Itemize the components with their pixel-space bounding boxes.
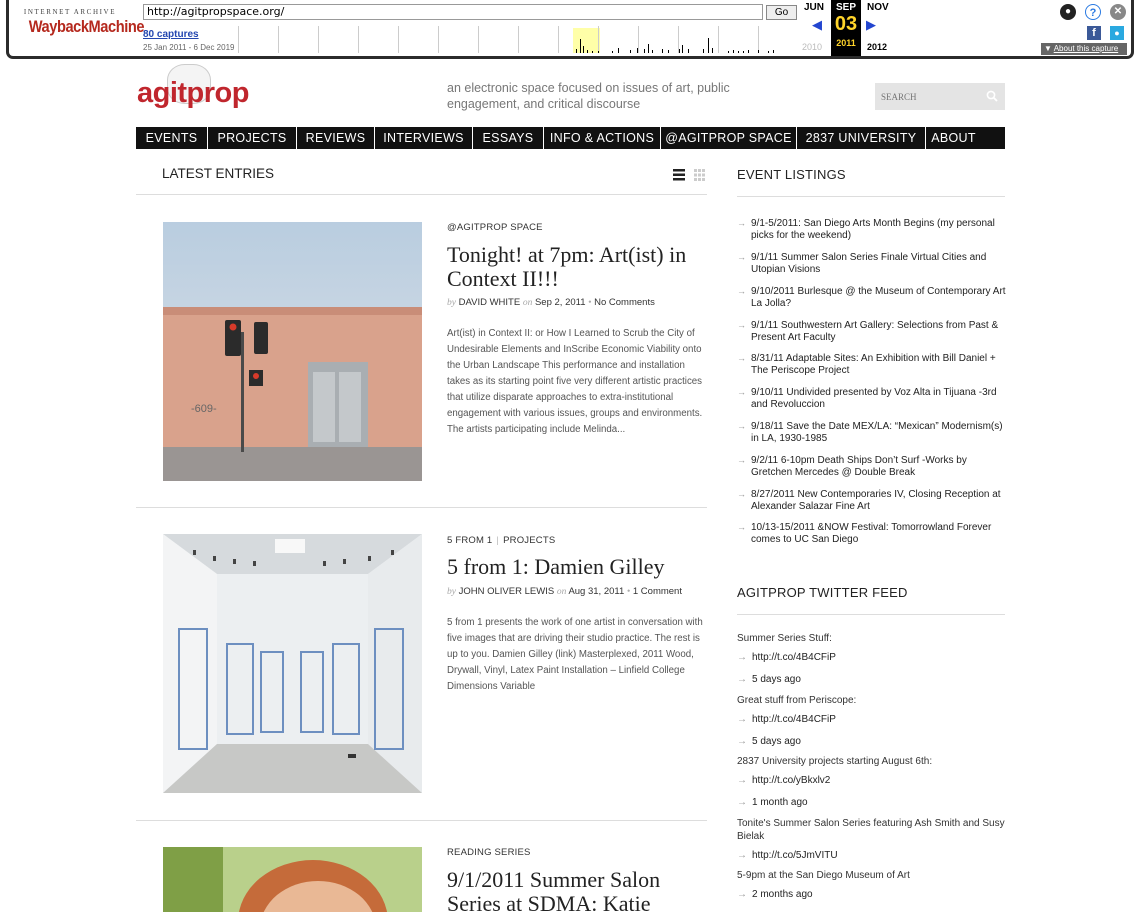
svg-text:-609-: -609- [191, 403, 217, 415]
tweet-time[interactable] [737, 889, 813, 900]
grid-view-icon[interactable] [694, 169, 705, 181]
tweet-text: Great stuff from Periscope: [737, 695, 857, 706]
wayback-go-button[interactable]: Go [766, 5, 797, 20]
arrow-icon: → [737, 353, 746, 363]
tweet-link-text: http://t.co/yBkxlv2 [752, 775, 831, 786]
sparkline-bar [637, 48, 638, 53]
meta-on: on [522, 298, 533, 308]
divider [136, 194, 707, 195]
post-categories [447, 222, 543, 233]
event-list-item[interactable] [737, 455, 1007, 478]
event-list-item-label: 8/27/2011 New Contemporaries IV, Closing Reception at Alexander Salazar Fine Art [751, 489, 1001, 512]
category-link[interactable]: @AGITPROP SPACE [447, 222, 543, 233]
site-logo-text: agitprop [137, 77, 249, 109]
arrow-icon: → [737, 522, 746, 532]
nav-info-actions[interactable]: INFO & ACTIONS [549, 131, 655, 145]
arrow-icon: → [737, 320, 746, 330]
wayback-about-label: About this capture [1053, 44, 1119, 53]
sparkline-bar [598, 51, 599, 53]
facebook-icon[interactable]: f [1087, 26, 1101, 40]
nav-events[interactable]: EVENTS [145, 131, 198, 145]
sparkline-bar [612, 51, 613, 53]
arrow-icon: → [737, 252, 746, 262]
arrow-icon: → [737, 674, 747, 685]
wayback-prev-year[interactable]: 2010 [802, 42, 823, 52]
sparkline-year-divider [518, 26, 519, 53]
sparkline-bar [576, 49, 577, 53]
event-list-item-label: 8/31/11 Adaptable Sites: An Exhibition with Bill Daniel + The Periscope Project [751, 353, 996, 376]
sparkline-bar [708, 38, 709, 53]
twitter-icon[interactable]: ● [1110, 26, 1124, 40]
sparkline-year-divider [598, 26, 599, 53]
sparkline-bar [648, 44, 649, 53]
sparkline-year-divider [238, 26, 239, 53]
sparkline-bar [748, 50, 749, 53]
wayback-logo[interactable] [22, 8, 145, 37]
tweet-link-text: http://t.co/4B4CFiP [752, 714, 836, 725]
post-comments-link[interactable]: 1 Comment [632, 586, 682, 597]
wayback-logo-bottom: WaybackMachine [28, 17, 145, 36]
category-link[interactable]: PROJECTS [503, 535, 556, 546]
event-list-item[interactable] [737, 320, 1007, 343]
tweet-time[interactable] [737, 674, 801, 685]
sparkline-bar [652, 50, 653, 53]
arrow-icon: → [737, 736, 747, 747]
event-list-item-label: 9/18/11 Save the Date MEX/LA: “Mexican” Modernism(s) in LA, 1930-1985 [751, 421, 1003, 444]
post-categories [447, 535, 555, 546]
post-thumbnail[interactable] [163, 222, 422, 481]
event-list-item[interactable] [737, 387, 1007, 410]
nav-interviews[interactable]: INTERVIEWS [383, 131, 464, 145]
main-nav [136, 127, 1005, 149]
wayback-about-capture[interactable]: ▼ About this capture [1041, 43, 1127, 55]
event-list-item-label: 9/1/11 Southwestern Art Gallery: Selections from Past & Present Art Faculty [751, 320, 999, 343]
meta-by: by [447, 298, 456, 308]
wayback-prev-month[interactable]: JUN [804, 2, 825, 13]
event-list-item[interactable] [737, 522, 1007, 545]
sparkline-bar [630, 50, 631, 53]
tweet-text: 2837 University projects starting August 6th: [737, 756, 933, 767]
arrow-icon: → [737, 421, 746, 431]
tweet-link[interactable] [737, 850, 838, 861]
site-tagline: an electronic space focused on issues of art, public engagement, and critical discourse [447, 81, 730, 111]
event-list-item[interactable] [737, 489, 1007, 512]
post-categories [447, 847, 531, 858]
nav-essays[interactable]: ESSAYS [482, 131, 534, 145]
sparkline-bar [743, 51, 744, 53]
post-comments-link[interactable]: No Comments [594, 297, 655, 308]
sparkline-bar [688, 49, 689, 53]
event-list-item-label: 9/2/11 6-10pm Death Ships Don’t Surf -Works by Gretchen Mercedes @ Double Break [751, 455, 967, 478]
category-separator: | [496, 535, 500, 546]
sparkline-bar [682, 45, 683, 53]
tweet-link[interactable] [737, 775, 830, 786]
arrow-icon: → [737, 489, 746, 499]
view-toggle [673, 168, 708, 182]
sparkline-year-divider [638, 26, 639, 53]
sparkline-year-divider [718, 26, 719, 53]
meta-bullet: • [626, 587, 631, 597]
help-icon[interactable]: ? [1085, 4, 1101, 20]
wayback-cur-year: 2011 [836, 38, 856, 48]
sparkline-bar [712, 48, 713, 53]
sparkline-year-divider [358, 26, 359, 53]
post-title[interactable]: 5 from 1: Damien Gilley [447, 554, 665, 579]
tweet-time-text: 1 month ago [752, 797, 808, 808]
wayback-toolbar [0, 0, 1140, 62]
event-list-item[interactable] [737, 421, 1007, 444]
tweet-text: Summer Series Stuff: [737, 633, 832, 644]
sparkline-bar [644, 49, 645, 53]
sparkline-bar [733, 50, 734, 53]
post-title[interactable]: 9/1/2011 Summer Salon Series at SDMA: Katie [447, 867, 661, 916]
wayback-sparkline[interactable] [238, 26, 798, 53]
wayback-next-month[interactable]: NOV [867, 2, 889, 13]
divider [136, 507, 707, 508]
divider [136, 820, 707, 821]
event-list-item-label: 9/1/11 Summer Salon Series Finale Virtual Cities and Utopian Visions [751, 252, 987, 275]
event-listings-heading: EVENT LISTINGS [737, 167, 846, 182]
event-list-item[interactable] [737, 353, 1007, 376]
tweet-link-text: http://t.co/4B4CFiP [752, 652, 836, 663]
sparkline-bar [758, 50, 759, 53]
wayback-next-year[interactable]: 2012 [867, 42, 888, 52]
search-icon[interactable] [986, 90, 998, 102]
post-excerpt: 5 from 1 presents the work of one artist in conversation with five images that are driving their studio practice. The rest is up to you. Damien Gilley (link) Masterplexed, 2011 Wood, Drywall, Vinyl, Latex Paint Installation – Linfield College Dimensions Variable [447, 617, 703, 692]
wayback-captures-link[interactable]: 80 captures [143, 29, 199, 40]
tweet-time-text: 2 months ago [752, 889, 813, 900]
nav-2837-university[interactable]: 2837 UNIVERSITY [805, 131, 917, 145]
event-list-item-label: 10/13-15/2011 &NOW Festival: Tomorrowland Forever comes to UC San Diego [751, 522, 992, 545]
sparkline-year-divider [758, 26, 759, 53]
post-meta [447, 586, 682, 597]
tweet-time-text: 5 days ago [752, 736, 801, 747]
event-list-item-label: 9/1-5/2011: San Diego Arts Month Begins (my personal picks for the weekend) [751, 218, 995, 241]
category-link[interactable]: 5 FROM 1 [447, 535, 493, 546]
tweet-time[interactable] [737, 797, 808, 808]
nav-about[interactable]: ABOUT [931, 131, 976, 145]
close-icon[interactable]: ✕ [1110, 4, 1126, 20]
list-view-icon[interactable] [673, 169, 685, 181]
wayback-current-date [831, 0, 861, 56]
sparkline-year-divider [438, 26, 439, 53]
arrow-icon: → [737, 850, 747, 861]
sparkline-year-divider [478, 26, 479, 53]
arrow-icon: → [737, 387, 746, 397]
arrow-icon: → [737, 652, 747, 663]
sparkline-bar [679, 49, 680, 53]
site-logo[interactable] [137, 64, 247, 116]
tweet-time-text: 5 days ago [752, 674, 801, 685]
divider [737, 196, 1005, 197]
tweet-link[interactable] [737, 652, 836, 663]
arrow-icon: → [737, 286, 746, 296]
sparkline-year-divider [398, 26, 399, 53]
meta-bullet: • [588, 298, 592, 308]
search-box[interactable] [875, 83, 1005, 110]
sparkline-bar [583, 46, 584, 53]
search-input[interactable] [875, 83, 985, 110]
arrow-icon: → [737, 455, 746, 465]
wayback-prev-arrow-icon[interactable]: ◀ [812, 17, 822, 32]
sparkline-year-divider [278, 26, 279, 53]
sparkline-year-divider [558, 26, 559, 53]
post-author[interactable]: DAVID WHITE [458, 297, 521, 308]
nav-agitprop-space[interactable]: @AGITPROP SPACE [665, 131, 792, 145]
sparkline-bar [592, 51, 593, 53]
wayback-next-arrow-icon[interactable]: ▶ [866, 17, 876, 32]
event-list-item-label: 9/10/11 Undivided presented by Voz Alta in Tijuana -3rd and Revoluccion [751, 387, 997, 410]
wayback-cur-day: 03 [834, 13, 858, 35]
tweet-link[interactable] [737, 714, 836, 725]
arrow-icon: → [737, 797, 747, 808]
wayback-capture-range: 25 Jan 2011 - 6 Dec 2019 [143, 43, 235, 52]
sparkline-bar [662, 49, 663, 53]
tweet-link-text: http://t.co/5JmVITU [752, 850, 838, 861]
sparkline-bar [580, 39, 581, 53]
post-excerpt: Art(ist) in Context II: or How I Learned to Scrub the City of Undesirable Elements and InScribe Economic Viability onto the Urban Landscape This performance and installation takes as its starting point five very different artistic practices that utilize disparate approaches to extra-institutional engagement with various issues, groups and environments. The artists participating include Melinda... [447, 328, 703, 435]
twitter-feed-heading: AGITPROP TWITTER FEED [737, 585, 908, 600]
arrow-icon: → [737, 218, 746, 228]
user-icon[interactable]: ● [1060, 4, 1076, 20]
post-thumbnail[interactable] [163, 534, 422, 793]
post-title[interactable]: Tonight! at 7pm: Art(ist) in Context II!!! [447, 242, 687, 291]
meta-by: by [447, 587, 456, 597]
arrow-icon: → [737, 775, 747, 786]
arrow-icon: → [737, 714, 747, 725]
latest-entries-heading: LATEST ENTRIES [162, 166, 275, 181]
post-date: Sep 2, 2011 [534, 297, 586, 308]
sparkline-bar [768, 51, 769, 53]
event-list-item[interactable] [737, 218, 1007, 241]
sparkline-bar [738, 51, 739, 53]
wayback-cur-month: SEP [835, 2, 856, 13]
sparkline-bar [587, 50, 588, 53]
event-list-item[interactable] [737, 252, 1007, 275]
tweet-text: 5-9pm at the San Diego Museum of Art [737, 870, 910, 881]
post-meta [447, 297, 655, 308]
sparkline-year-divider [318, 26, 319, 53]
post-date: Aug 31, 2011 [568, 586, 625, 597]
meta-on: on [556, 587, 567, 597]
post-thumbnail[interactable] [163, 847, 422, 912]
sparkline-bar [773, 50, 774, 53]
tweet-text: Tonite's Summer Salon Series featuring Ash Smith and Susy Bielak [737, 818, 1005, 842]
sparkline-bar [618, 48, 619, 53]
sparkline-bar [728, 51, 729, 53]
category-link[interactable]: READING SERIES [447, 847, 531, 858]
nav-reviews[interactable]: REVIEWS [305, 131, 366, 145]
sparkline-bar [668, 50, 669, 53]
nav-projects[interactable]: PROJECTS [217, 131, 287, 145]
arrow-icon: → [737, 889, 747, 900]
wayback-url-input[interactable]: http://agitpropspace.org/ [143, 4, 763, 20]
divider [737, 614, 1005, 615]
tweet-time[interactable] [737, 736, 801, 747]
post-author[interactable]: JOHN OLIVER LEWIS [458, 586, 555, 597]
event-list-item-label: 9/10/2011 Burlesque @ the Museum of Contemporary Art La Jolla? [751, 286, 1006, 309]
event-list-item[interactable] [737, 286, 1007, 309]
sparkline-bar [703, 49, 704, 53]
wayback-logo-top: INTERNET ARCHIVE [23, 8, 117, 16]
